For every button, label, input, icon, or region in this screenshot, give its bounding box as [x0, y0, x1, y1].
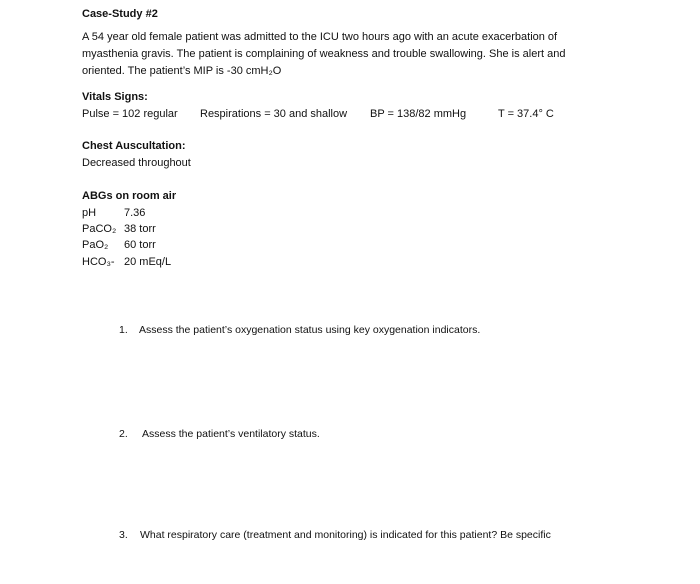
abg-label-ph: pH — [82, 207, 97, 219]
abg-label-paco2: PaCO₂ — [82, 223, 117, 235]
abg-value-hco3: 20 mEq/L — [124, 256, 172, 268]
abg-value-ph: 7.36 — [124, 207, 146, 219]
question-2-text: Assess the patient’s ventilatory status. — [142, 428, 320, 440]
case-intro-line-2: myasthenia gravis. The patient is complaining of weakness and trouble swallowing. She is alert and — [82, 48, 566, 60]
vitals-respirations: Respirations = 30 and shallow — [200, 108, 348, 120]
question-3-text: What respiratory care (treatment and monitoring) is indicated for this patient? Be specific — [140, 529, 551, 541]
abg-label-hco3: HCO₃- — [82, 256, 115, 268]
vitals-pulse: Pulse = 102 regular — [82, 108, 178, 120]
auscultation-heading: Chest Auscultation: — [82, 140, 186, 152]
case-study-title: Case-Study #2 — [82, 8, 158, 20]
abgs-heading: ABGs on room air — [82, 190, 177, 202]
question-1-text: Assess the patient’s oxygenation status using key oxygenation indicators. — [139, 324, 481, 336]
case-intro-line-3: oriented. The patient’s MIP is -30 cmH₂O — [82, 65, 282, 77]
question-2-number: 2. — [119, 428, 128, 440]
abg-value-paco2: 38 torr — [124, 223, 156, 235]
abg-label-pao2: PaO₂ — [82, 239, 109, 251]
question-3-number: 3. — [119, 529, 128, 541]
auscultation-finding: Decreased throughout — [82, 157, 191, 169]
question-1-number: 1. — [119, 324, 128, 336]
vitals-heading: Vitals Signs: — [82, 91, 148, 103]
case-intro-line-1: A 54 year old female patient was admitted to the ICU two hours ago with an acute exacerbation of — [82, 31, 558, 43]
abg-value-pao2: 60 torr — [124, 239, 156, 251]
vitals-temp: T = 37.4° C — [498, 108, 554, 120]
vitals-bp: BP = 138/82 mmHg — [370, 108, 467, 120]
